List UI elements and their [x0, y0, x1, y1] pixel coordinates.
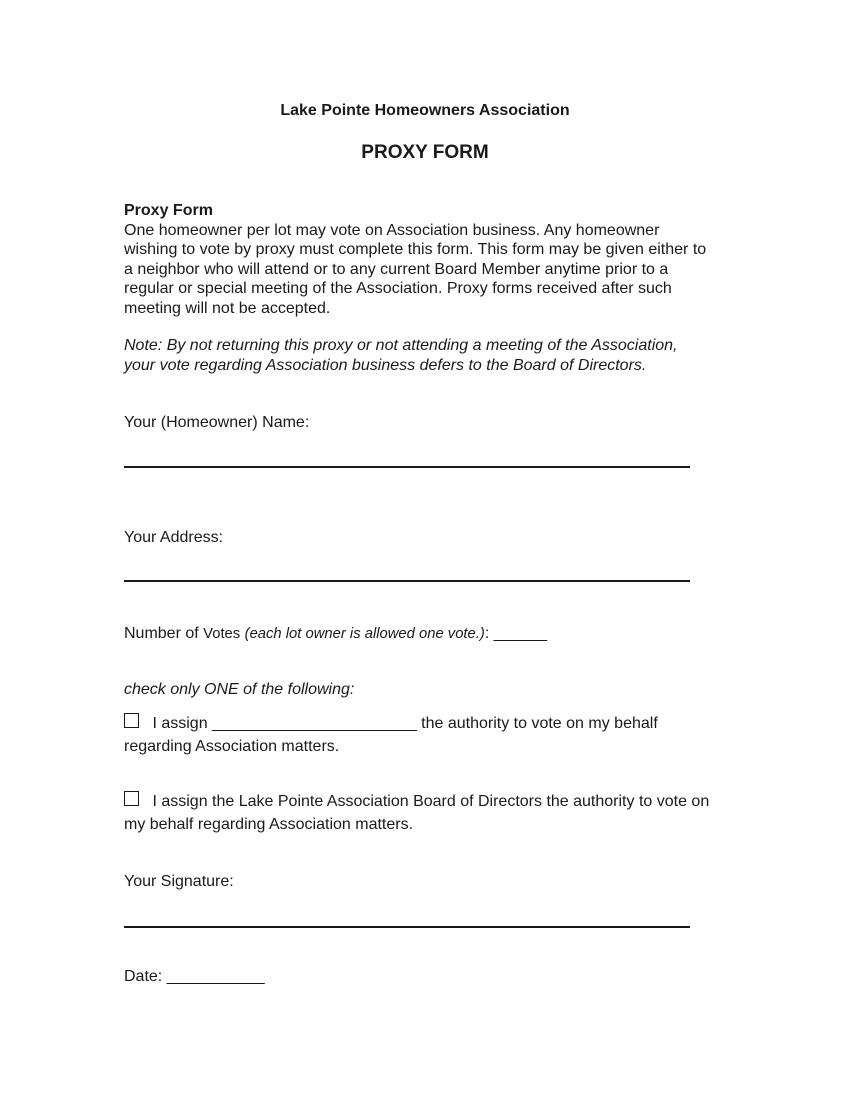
homeowner-name-input-line[interactable] [124, 466, 690, 468]
option2-text: I assign the Lake Pointe Association Board of Directors the authority to vote on my behalf regarding Association matters. [124, 793, 710, 833]
option-assign-person [124, 712, 713, 758]
votes-row [124, 624, 713, 645]
date-label: Date: [124, 967, 163, 985]
votes-qualifier: (each lot owner is allowed one vote.) [244, 626, 485, 642]
check-one-instruction: check only ONE of the following: [124, 680, 355, 698]
votes-label-word: Votes [203, 626, 241, 642]
assign-board-checkbox[interactable] [124, 791, 139, 806]
assign-person-checkbox[interactable] [124, 713, 139, 728]
votes-colon: : [484, 625, 490, 642]
date-input-blank[interactable]: ___________ [166, 967, 265, 985]
votes-input-blank[interactable]: ______ [493, 625, 548, 642]
form-title: PROXY FORM [361, 142, 489, 163]
option1-text-before: I assign [152, 715, 208, 732]
option-assign-board [124, 790, 713, 836]
intro-section [124, 201, 713, 318]
homeowner-name-label: Your (Homeowner) Name: [124, 414, 310, 431]
signature-input-line[interactable] [124, 926, 690, 928]
address-label: Your Address: [124, 528, 224, 546]
assignee-name-blank[interactable]: _______________________ [212, 715, 417, 732]
intro-heading: Proxy Form [124, 202, 213, 219]
signature-label: Your Signature: [124, 873, 234, 890]
votes-label-prefix: Number of [124, 625, 199, 642]
intro-paragraph: One homeowner per lot may vote on Association business. Any homeowner wishing to vote by proxy must complete this form. This form may be given either to a neighbor who will attend or to any current Board Member anytime prior to a regular or special meeting of the Association. Proxy forms received after such meeting will not be accepted. [124, 221, 707, 317]
org-title: Lake Pointe Homeowners Association [280, 102, 570, 119]
date-row [124, 967, 713, 987]
note-paragraph: Note: By not returning this proxy or not attending a meeting of the Association, your vote regarding Association business defers to the Board of Directors. [124, 337, 678, 374]
address-input-line[interactable] [124, 580, 690, 582]
option1-text-after: the authority to vote on my behalf regarding Association matters. [124, 715, 658, 755]
